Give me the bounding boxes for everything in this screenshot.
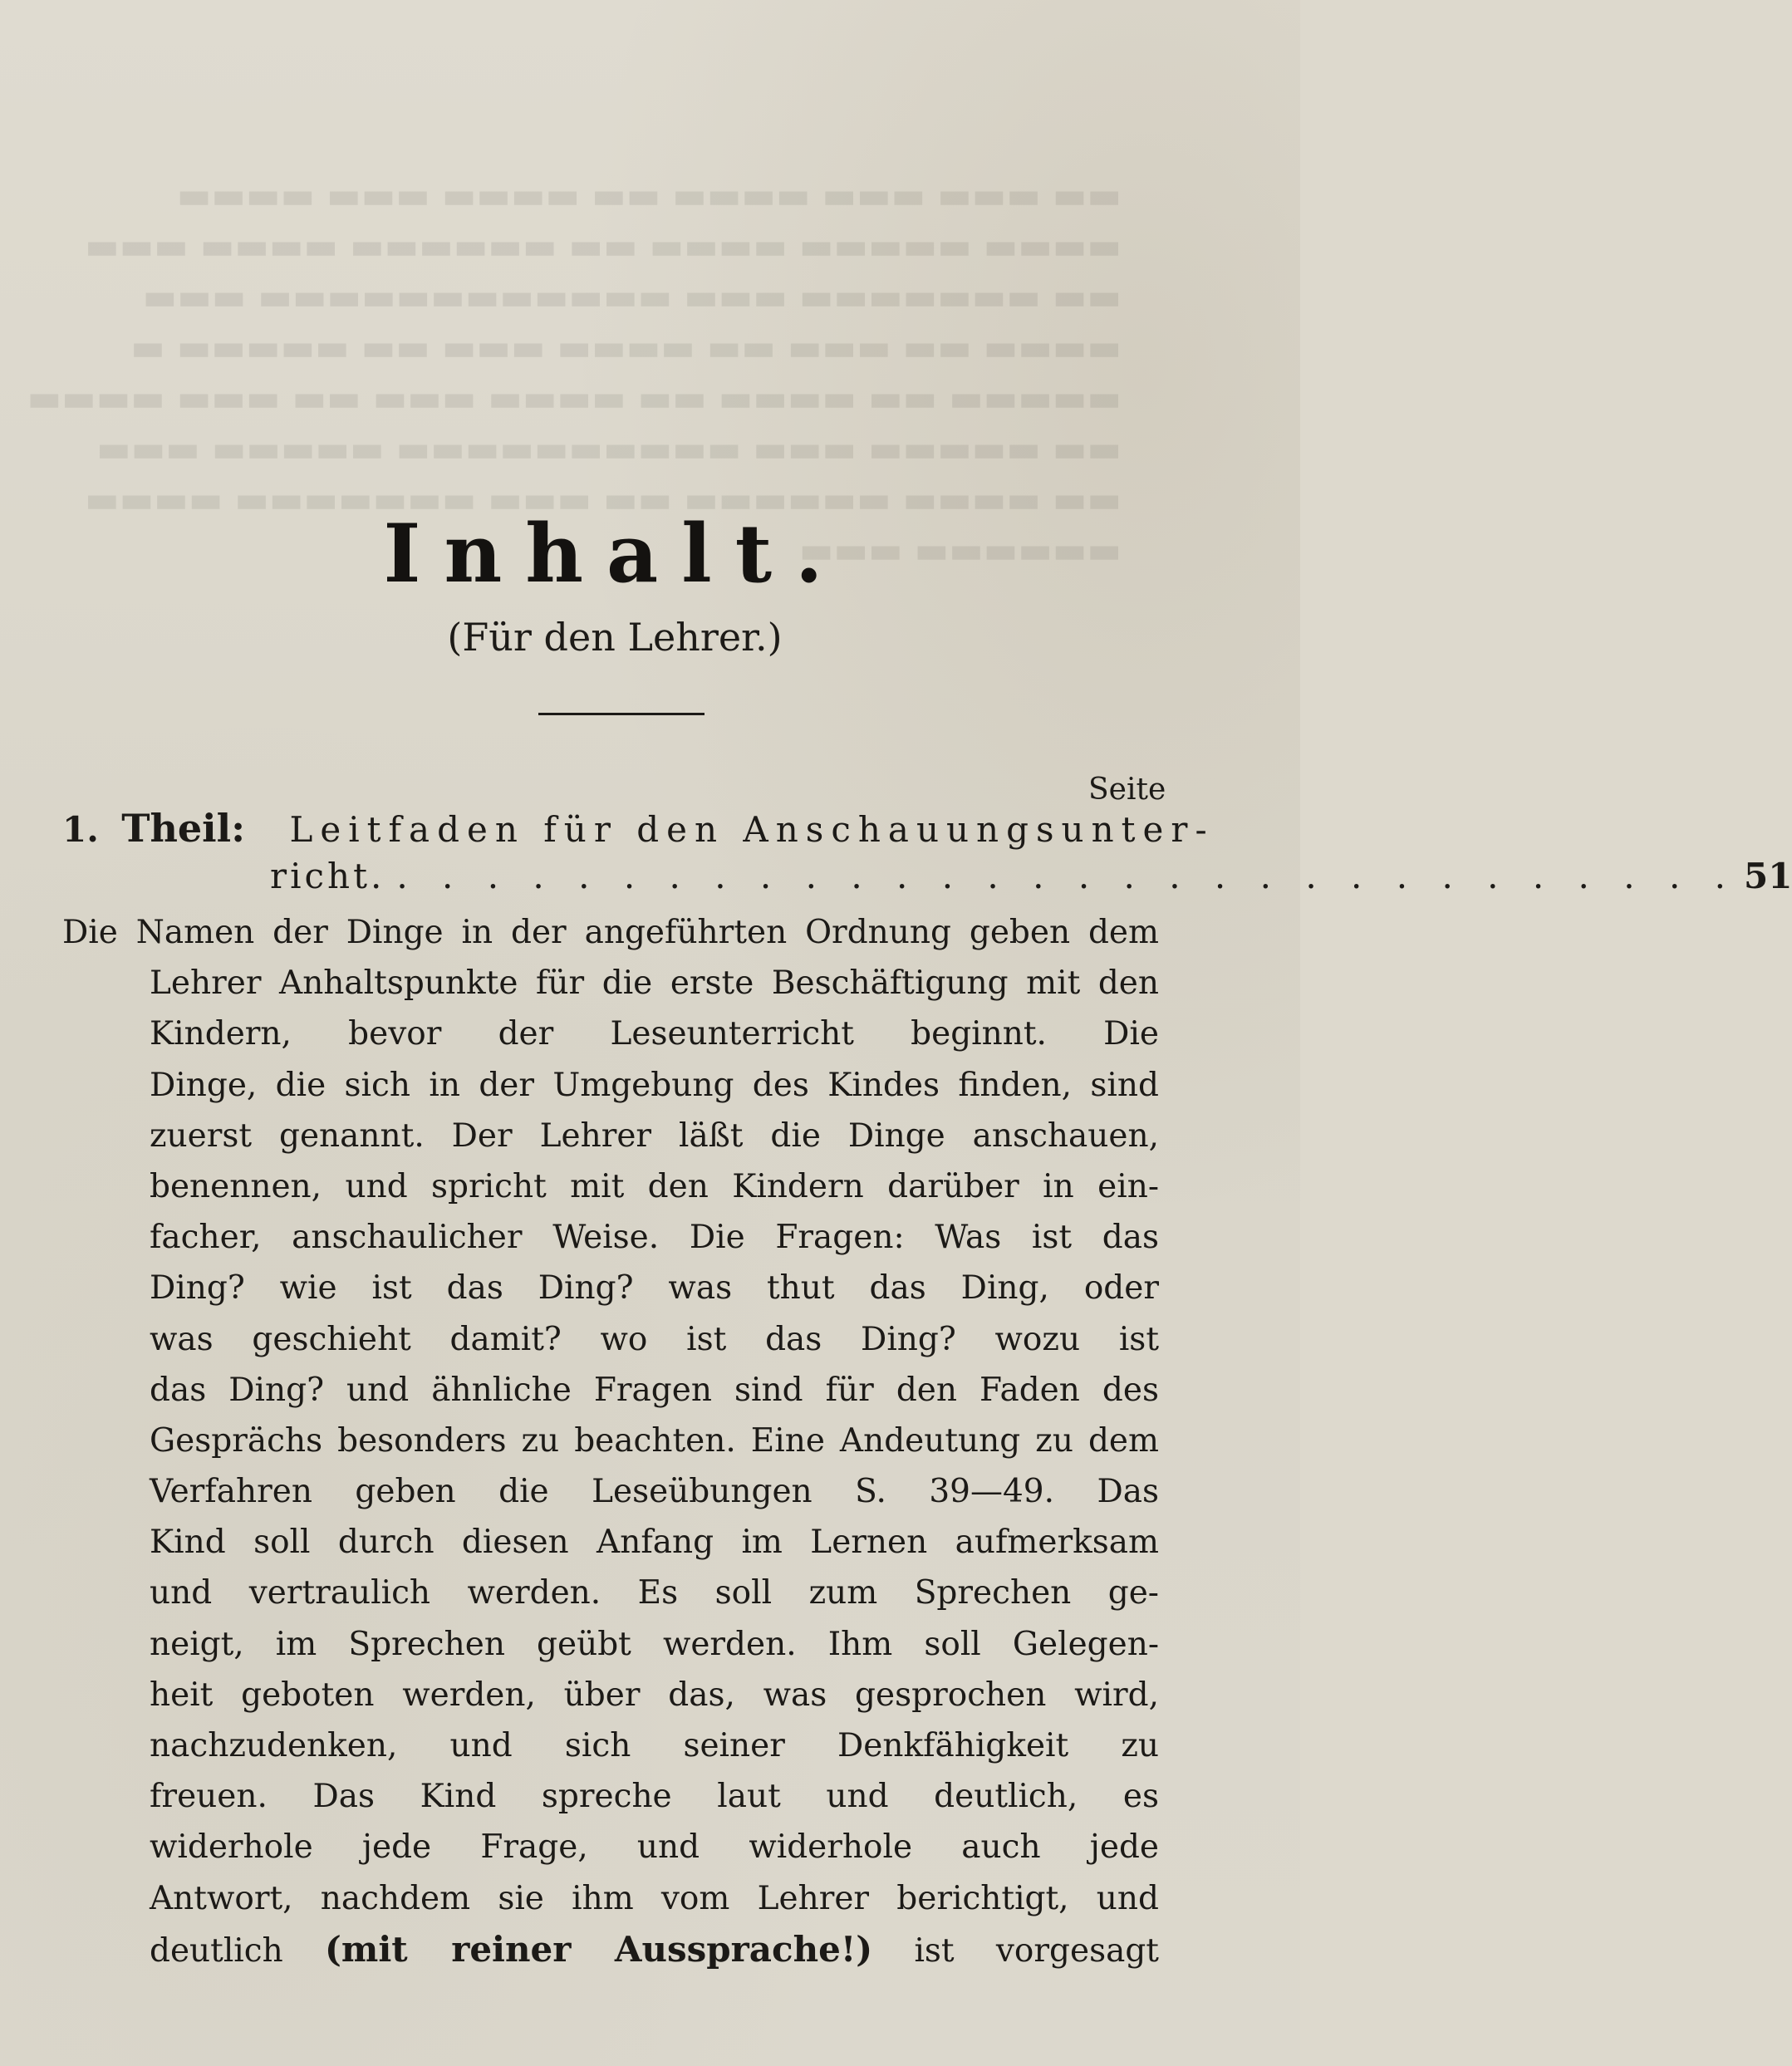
body-line: nachzudenken, und sich seiner Denkfähigkeit zu — [150, 1727, 1159, 1764]
body-line: was geschieht damit? wo ist das Ding? wozu ist — [150, 1320, 1159, 1358]
part-number: 1. — [62, 809, 99, 850]
title-divider — [538, 713, 705, 715]
part-title-line-1: Leitfaden für den Anschauungsunter- — [289, 809, 1215, 850]
last-line-end: ist vorgesagt — [914, 1931, 1159, 1970]
body-line: das Ding? und ähnliche Fragen sind für den Faden des — [150, 1371, 1159, 1409]
body-line: und vertraulich werden. Es soll zum Sprechen ge- — [150, 1574, 1159, 1612]
body-line: Dinge, die sich in der Umgebung des Kindes finden, sind — [150, 1066, 1159, 1104]
body-line: neigt, im Sprechen geübt werden. Ihm soll Gelegen- — [150, 1625, 1159, 1663]
page-subtitle: (Für den Lehrer.) — [447, 615, 783, 660]
emphasis-text: (mit reiner Aussprache!) — [325, 1928, 873, 1970]
leader-dots: . . . . . . . . . . . . . . . . . . . . . . . . . . . . . . — [396, 856, 1737, 896]
part-title-line-2: richt. — [270, 856, 385, 896]
last-line-start: deutlich — [150, 1931, 283, 1970]
body-line: Verfahren geben die Leseübungen S. 39—49. Das — [150, 1473, 1159, 1511]
page-column-header: Seite — [1088, 773, 1166, 807]
body-line: Kindern, bevor der Leseunterricht beginnt. Die — [150, 1015, 1159, 1053]
page-title: Inhalt. — [383, 507, 847, 601]
body-text — [62, 907, 1159, 1975]
body-line: facher, anschaulicher Weise. Die Fragen: Was ist das — [150, 1219, 1159, 1257]
body-line: heit geboten werden, über das, was gesprochen wird, — [150, 1676, 1159, 1714]
body-line: Gesprächs besonders zu beachten. Eine Andeutung zu dem — [150, 1421, 1159, 1460]
bleed-through-decoration: ▬▬ ▬▬▬ ▬▬▬ ▬▬▬▬ ▬▬ ▬▬▬▬ ▬▬▬ ▬▬▬▬ ▬▬▬▬ ▬▬▬▬▬ ▬▬▬▬ ▬▬ ▬▬▬▬▬▬ ▬▬▬▬ ▬▬▬ ▬▬ ▬▬▬▬▬▬▬ ▬▬▬ ▬▬▬▬▬▬▬▬▬▬▬▬ ▬▬▬ ▬▬▬▬ ▬▬ ▬▬▬ ▬▬ ▬▬▬▬ ▬▬▬ ▬▬ ▬▬▬▬▬ ▬ ▬▬▬▬▬ ▬▬ ▬▬▬▬ ▬▬ ▬▬▬▬ ▬▬▬ ▬▬ ▬▬▬ ▬▬▬▬ ▬▬ ▬▬▬▬▬ ▬▬▬ ▬▬▬▬▬▬▬▬▬▬ ▬▬▬▬▬ ▬▬▬ ▬▬ ▬▬▬▬ ▬▬▬▬▬▬ ▬▬ ▬▬▬ ▬▬▬▬▬▬▬ ▬▬▬▬ ▬▬▬▬▬▬ ▬▬▬ — [27, 174, 1122, 572]
part-page-number: 51 — [1744, 856, 1792, 896]
body-line-last — [62, 1924, 1159, 1975]
part-label: Theil: — [121, 806, 246, 851]
body-line: widerhole jede Frage, und widerhole auch jede — [150, 1828, 1159, 1867]
toc-entry-part-1-continuation — [270, 856, 1792, 905]
body-line: benennen, und spricht mit den Kindern darüber in ein- — [150, 1167, 1159, 1205]
body-line: Antwort, nachdem sie ihm vom Lehrer berichtigt, und — [150, 1879, 1159, 1917]
body-line: Lehrer Anhaltspunkte für die erste Beschäftigung mit den — [150, 964, 1159, 1003]
body-line: zuerst genannt. Der Lehrer läßt die Dinge anschauen, — [150, 1116, 1159, 1155]
body-line: Ding? wie ist das Ding? was thut das Ding, oder — [150, 1269, 1159, 1308]
toc-entry-part-1 — [62, 806, 1215, 856]
body-line: Kind soll durch diesen Anfang im Lernen aufmerksam — [150, 1524, 1159, 1562]
body-line: Die Namen der Dinge in der angeführten Ordnung geben dem — [62, 914, 1159, 951]
body-line: freuen. Das Kind spreche laut und deutlich, es — [150, 1778, 1159, 1816]
